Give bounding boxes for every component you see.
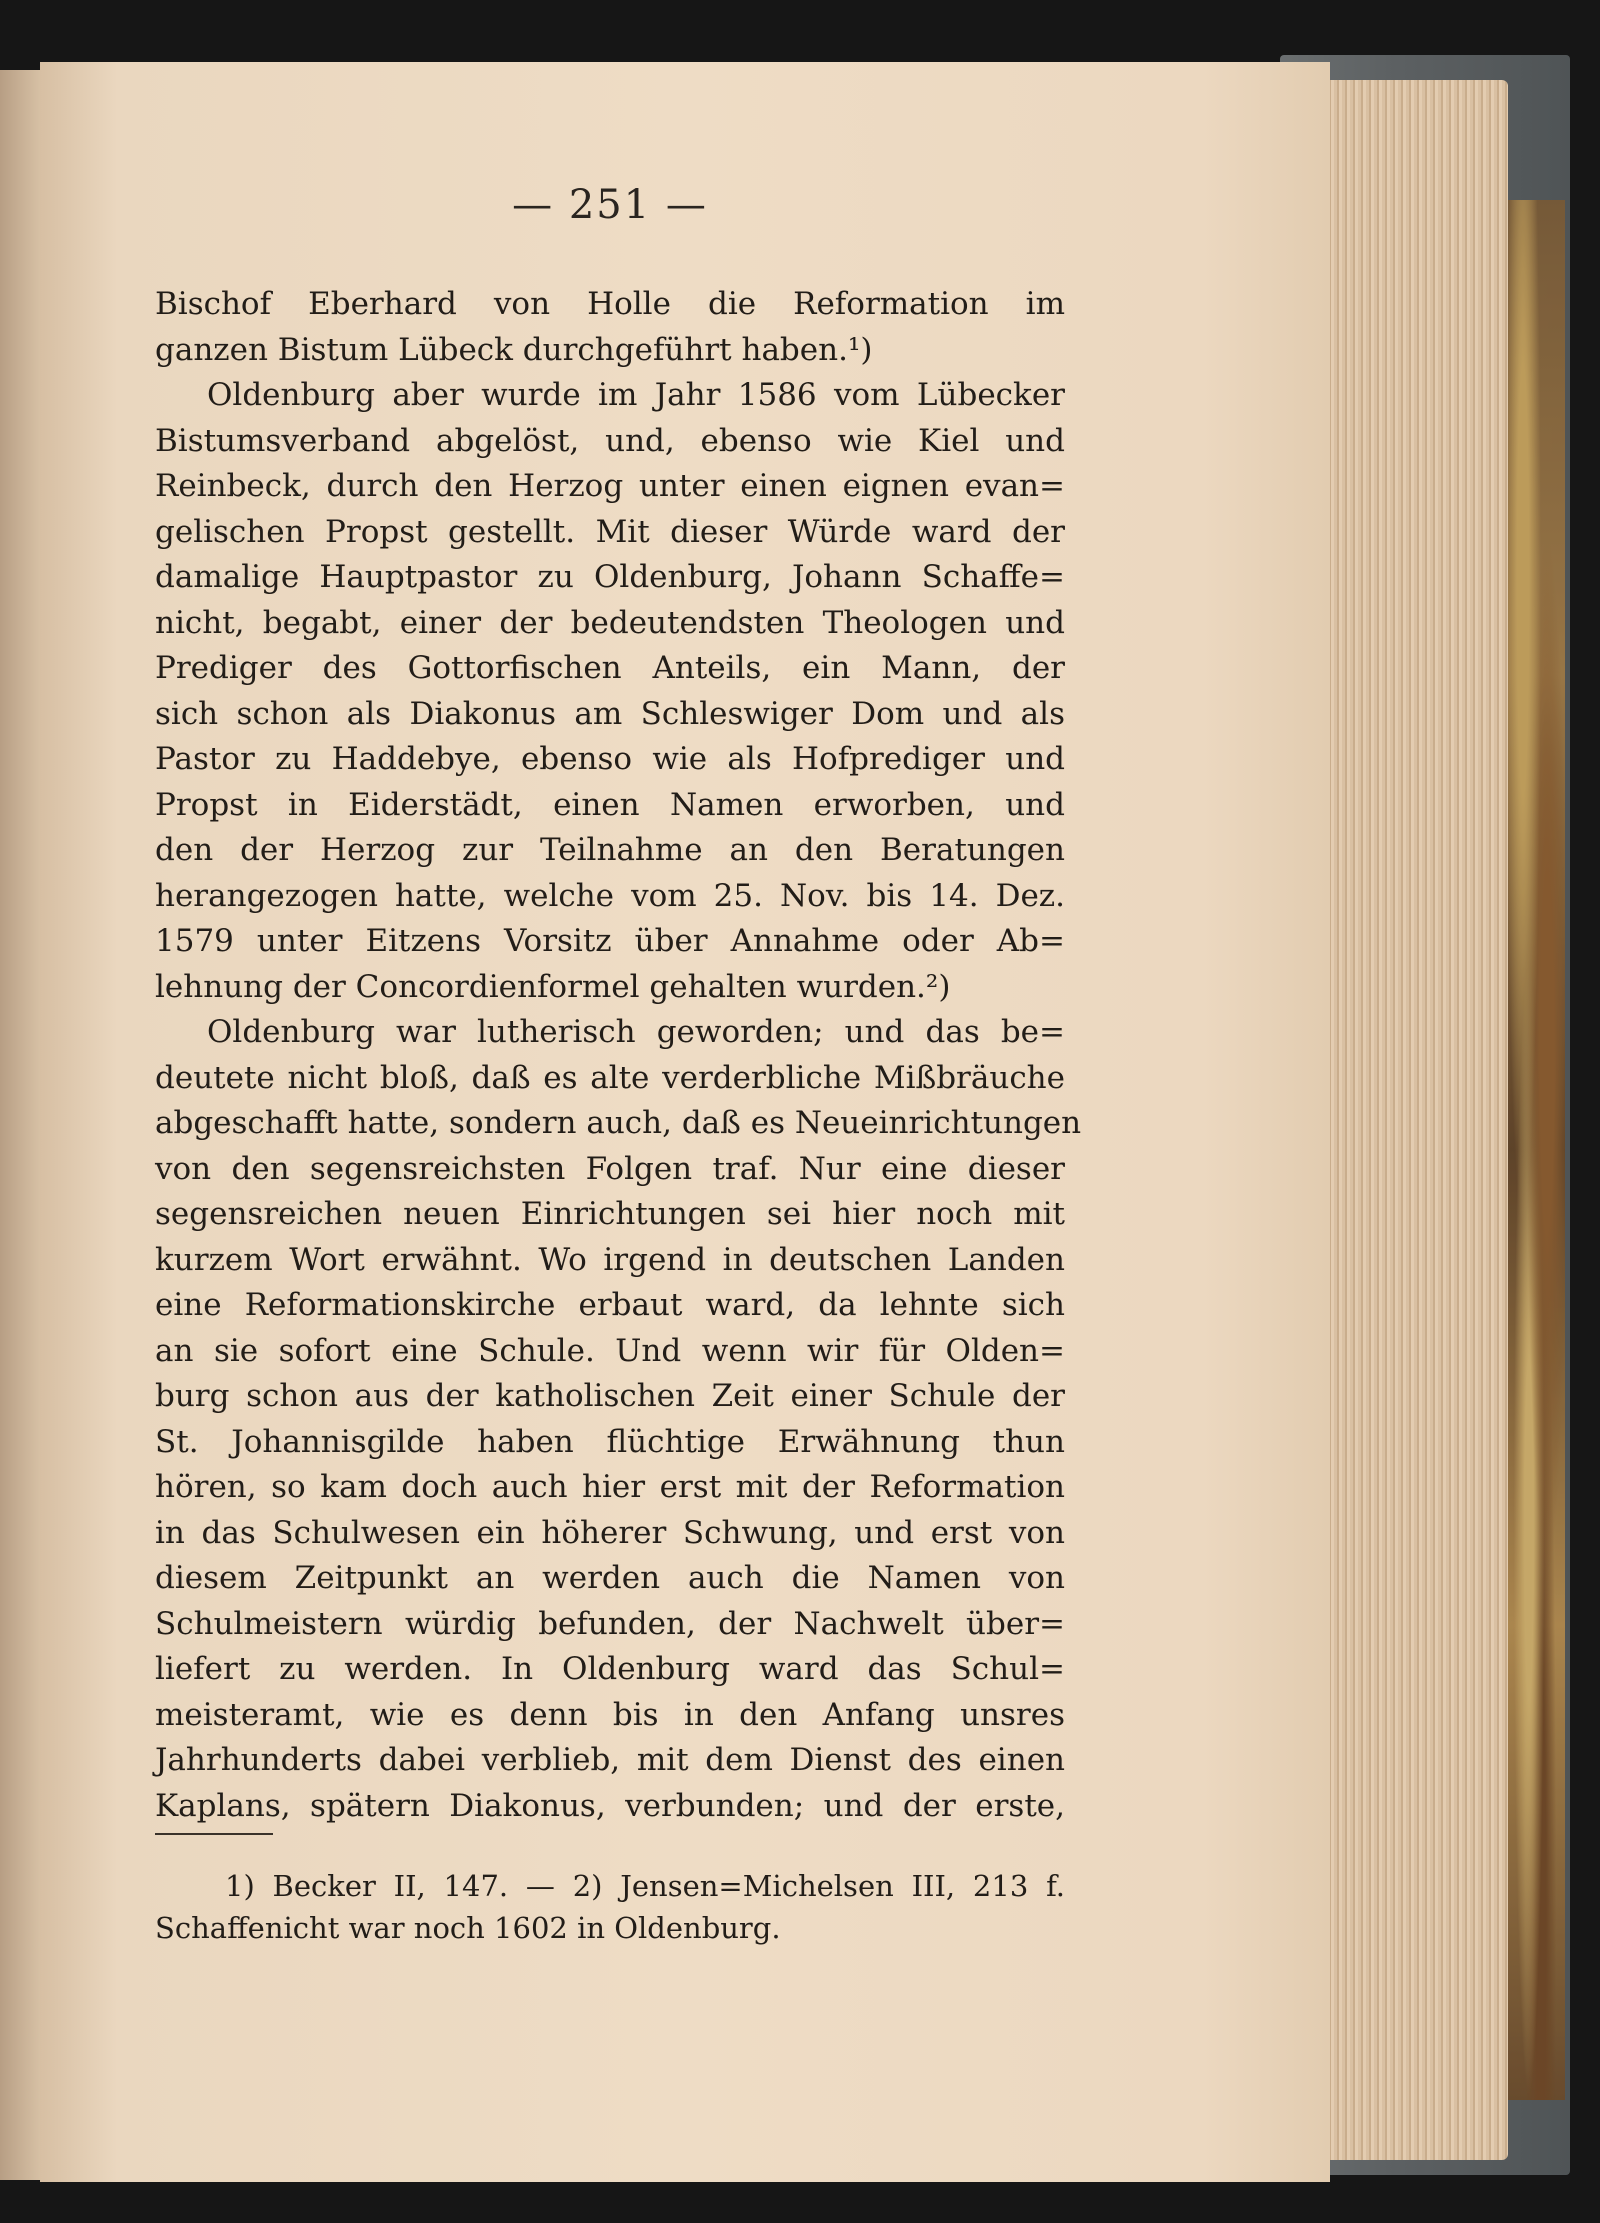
text-line: meisteramt, wie es denn bis in den Anfang unsres <box>155 1696 1065 1733</box>
text-line: Kaplans, spätern Diakonus, verbunden; und der erste, <box>155 1787 1065 1824</box>
footnotes <box>155 1865 1065 1949</box>
text-line: Oldenburg aber wurde im Jahr 1586 vom Lübecker <box>207 377 1065 413</box>
page-number: — 251 — <box>512 182 708 228</box>
text-line: kurzem Wort erwähnt. Wo irgend in deutschen Landen <box>155 1241 1065 1278</box>
footnote-rule <box>155 1833 273 1835</box>
facing-page-edge <box>0 70 42 2180</box>
text-line: lehnung der Concordienformel gehalten wurden.²) <box>155 968 951 1005</box>
text-line: abgeschafft hatte, sondern auch, daß es Neueinrichtungen <box>155 1105 1082 1141</box>
text-line: diesem Zeitpunkt an werden auch die Namen von <box>155 1560 1065 1596</box>
text-line: Jahrhunderts dabei verblieb, mit dem Dienst des einen <box>155 1742 1065 1778</box>
text-line: Bistumsverband abgelöst, und, ebenso wie Kiel und <box>155 422 1065 459</box>
text-line: den der Herzog zur Teilnahme an den Beratungen <box>155 832 1065 868</box>
text-line: Schulmeistern würdig befunden, der Nachwelt über= <box>155 1605 1065 1642</box>
marbled-endpaper <box>1505 200 1565 2100</box>
text-line: burg schon aus der katholischen Zeit einer Schule der <box>155 1378 1065 1414</box>
text-line: eine Reformationskirche erbaut ward, da lehnte sich <box>155 1287 1065 1323</box>
text-line: herangezogen hatte, welche vom 25. Nov. bis 14. Dez. <box>155 877 1065 914</box>
text-line: hören, so kam doch auch hier erst mit der Reformation <box>155 1469 1065 1505</box>
text-line: Reinbeck, durch den Herzog unter einen eignen evan= <box>155 468 1065 504</box>
text-line: deutete nicht bloß, daß es alte verderbliche Mißbräuche <box>155 1059 1065 1096</box>
text-line: Bischof Eberhard von Holle die Reformation im <box>155 286 1065 322</box>
text-line: St. Johannisgilde haben flüchtige Erwähnung thun <box>155 1423 1065 1460</box>
text-line: in das Schulwesen ein höherer Schwung, und erst von <box>155 1514 1065 1551</box>
text-line: Prediger des Gottorfischen Anteils, ein Mann, der <box>155 650 1065 686</box>
body-text <box>155 282 1082 1829</box>
text-line: nicht, begabt, einer der bedeutendsten Theologen und <box>155 604 1065 641</box>
text-line: segensreichen neuen Einrichtungen sei hier noch mit <box>155 1196 1065 1232</box>
text-line: ganzen Bistum Lübeck durchgeführt haben.¹) <box>155 331 873 368</box>
text-line: gelischen Propst gestellt. Mit dieser Würde ward der <box>155 513 1065 550</box>
text-line: damalige Hauptpastor zu Oldenburg, Johann Schaffe= <box>155 559 1065 595</box>
page-edges <box>1318 80 1508 2160</box>
text-line: Pastor zu Haddebye, ebenso wie als Hofprediger und <box>155 741 1065 777</box>
text-line: an sie sofort eine Schule. Und wenn wir für Olden= <box>155 1332 1065 1369</box>
footnote-line: 1) Becker II, 147. — 2) Jensen=Michelsen III, 213 f. <box>225 1869 1065 1903</box>
text-line: sich schon als Diakonus am Schleswiger Dom und als <box>155 695 1065 732</box>
text-line: von den segensreichsten Folgen traf. Nur eine dieser <box>155 1150 1065 1187</box>
text-line: liefert zu werden. In Oldenburg ward das Schul= <box>155 1651 1065 1687</box>
footnote-line: Schaffenicht war noch 1602 in Oldenburg. <box>155 1911 781 1945</box>
text-line: Oldenburg war lutherisch geworden; und das be= <box>207 1014 1065 1050</box>
text-line: Propst in Eiderstädt, einen Namen erworben, und <box>155 786 1065 823</box>
text-line: 1579 unter Eitzens Vorsitz über Annahme oder Ab= <box>155 923 1065 959</box>
